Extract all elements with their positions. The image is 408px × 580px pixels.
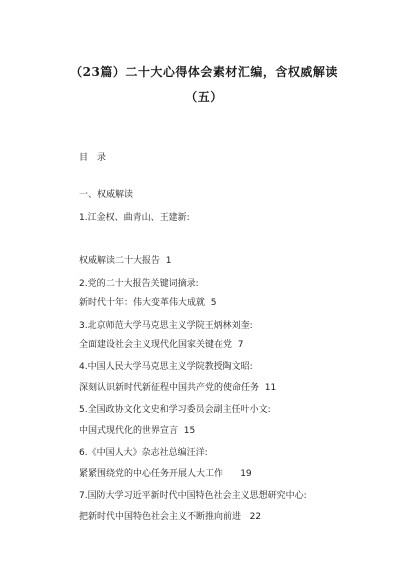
toc-author-line: 7.国防大学习近平新时代中国特色社会主义思想研究中心: [79, 491, 307, 501]
toc-item-title: 权威解读二十大报告 [79, 256, 161, 266]
toc-author-line: 2.党的二十大报告关键词摘录: [79, 279, 199, 289]
section-heading: 一、权威解读 [79, 190, 134, 200]
toc-item-line [79, 380, 276, 393]
toc-item-line [79, 295, 216, 308]
toc-page-number: 1 [165, 256, 172, 266]
toc-author-line: 3.北京师范大学马克思主义学院王炳林刘奎: [79, 321, 253, 331]
toc-item-line [79, 423, 195, 436]
toc-page-number: 7 [237, 340, 244, 350]
toc-author-line: 5.全国政协文化文史和学习委员会副主任叶小文: [79, 405, 271, 415]
toc-item-title: 深刻认识新时代新征程中国共产党的使命任务 [79, 383, 260, 393]
document-subtitle: （五） [185, 90, 223, 104]
toc-author-line: 4.中国人民大学马克思主义学院教授陶文昭: [79, 362, 253, 372]
toc-page-number: 15 [183, 426, 196, 436]
toc-page-number: 22 [249, 512, 262, 522]
toc-author-line: 6.《中国人大》杂志社总编汪洋: [79, 448, 208, 458]
toc-page-number: 5 [210, 298, 217, 308]
toc-heading: 目 录 [79, 153, 107, 163]
toc-item-title: 紧紧围绕党的中心任务开展人大工作 [79, 469, 224, 479]
toc-item-line [79, 337, 243, 350]
toc-item-title: 全面建设社会主义现代化国家关键在党 [79, 340, 233, 350]
toc-item-line [79, 466, 252, 479]
toc-page-number: 19 [240, 469, 252, 479]
toc-item-title: 中国式现代化的世界宣言 [79, 426, 179, 436]
toc-item-title: 把新时代中国特色社会主义不断推向前进 [79, 512, 242, 522]
toc-page-number: 11 [264, 383, 277, 393]
toc-item-title: 新时代十年：伟大变革伟大成就 [79, 298, 206, 308]
document-title: （23篇）二十大心得体会素材汇编，含权威解读 [70, 65, 338, 79]
toc-item-line [79, 509, 261, 522]
toc-author-line: 1.江金权、曲青山、王建新: [79, 213, 190, 223]
toc-item-line [79, 253, 171, 266]
